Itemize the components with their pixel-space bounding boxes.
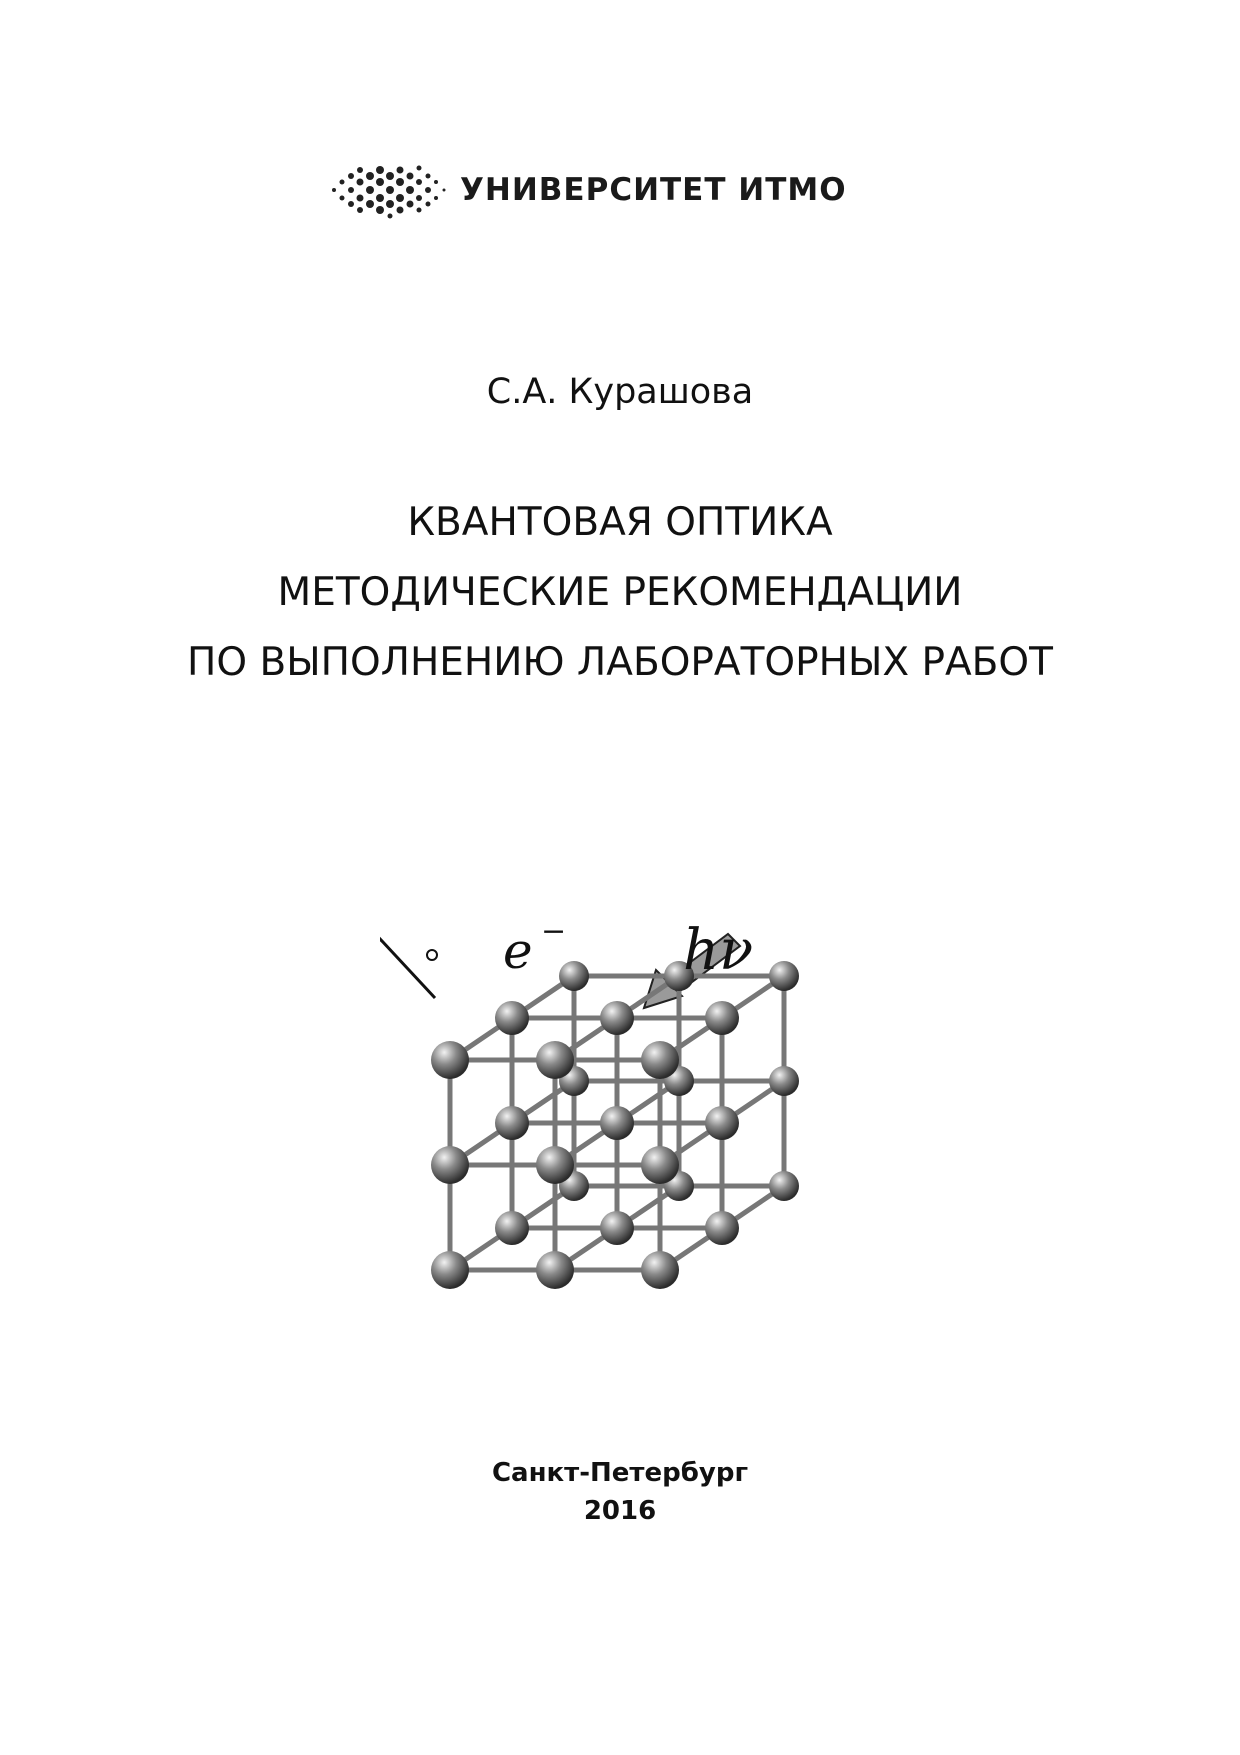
logo-text: УНИВЕРСИТЕТ ИТМО xyxy=(460,172,847,208)
lattice-atom xyxy=(431,1146,469,1184)
lattice-atom xyxy=(536,1251,574,1289)
lattice-atom xyxy=(705,1211,739,1245)
itmo-dots-logo-icon xyxy=(330,160,448,220)
lattice-atom xyxy=(600,1001,634,1035)
lattice-drawing xyxy=(380,900,820,1350)
lattice-atom xyxy=(641,1251,679,1289)
title-line-3: ПО ВЫПОЛНЕНИЮ ЛАБОРАТОРНЫХ РАБОТ xyxy=(187,640,1053,685)
lattice-atom xyxy=(641,1146,679,1184)
lattice-atom xyxy=(600,1211,634,1245)
university-logo xyxy=(330,160,850,220)
title-line-2: МЕТОДИЧЕСКИЕ РЕКОМЕНДАЦИИ xyxy=(277,570,963,615)
lattice-atom xyxy=(536,1041,574,1079)
lattice-atom xyxy=(705,1001,739,1035)
lattice-atom xyxy=(431,1251,469,1289)
lattice-atom xyxy=(536,1146,574,1184)
electron-dot-icon xyxy=(427,950,437,960)
photon-label: hν xyxy=(683,918,754,983)
lattice-atom xyxy=(769,961,799,991)
lattice-atom xyxy=(431,1041,469,1079)
publication-year: 2016 xyxy=(583,1496,657,1526)
lattice-atom xyxy=(495,1211,529,1245)
lattice-atom xyxy=(495,1106,529,1140)
lattice-atom xyxy=(495,1001,529,1035)
lattice-atom xyxy=(600,1106,634,1140)
electron-charge-superscript: − xyxy=(541,914,567,949)
lattice-atom xyxy=(559,961,589,991)
lattice-atom xyxy=(769,1066,799,1096)
lattice-atom xyxy=(641,1041,679,1079)
publication-city: Санкт-Петербург xyxy=(491,1458,749,1488)
lattice-atom xyxy=(705,1106,739,1140)
title-line-1: КВАНТОВАЯ ОПТИКА xyxy=(407,500,833,545)
author-name: С.А. Курашова xyxy=(486,372,754,412)
crystal-lattice-illustration xyxy=(380,900,820,1350)
lattice-atom xyxy=(769,1171,799,1201)
electron-label: e − xyxy=(503,914,567,980)
